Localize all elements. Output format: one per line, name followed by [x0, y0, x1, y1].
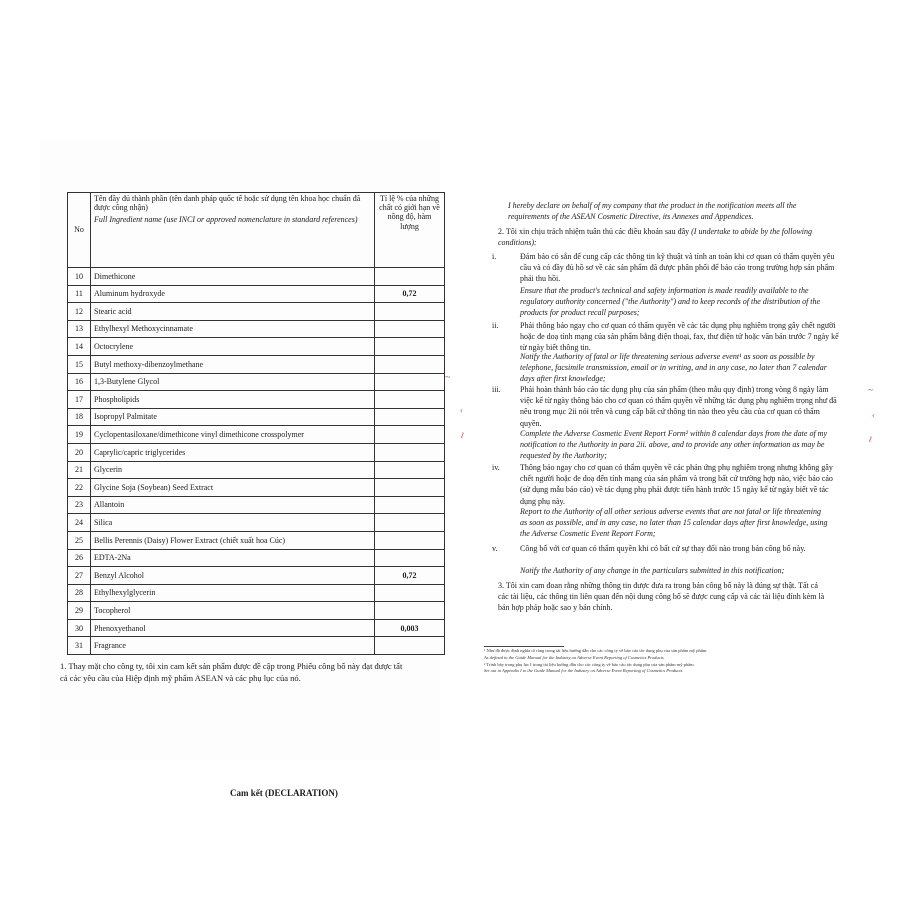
item-ii-number: ii. [492, 321, 499, 330]
row-number: 26 [68, 549, 91, 567]
ingredient-percentage [375, 461, 445, 479]
table-row [68, 584, 445, 602]
table-row [68, 479, 445, 497]
row-number: 25 [68, 531, 91, 549]
item-iii-vi [492, 384, 842, 429]
ingredient-name: Phospholipids [91, 391, 375, 409]
row-number: 11 [68, 285, 91, 303]
ingredient-name: Tocopherol [91, 602, 375, 620]
ingredient-percentage [375, 355, 445, 373]
row-number: 12 [68, 303, 91, 321]
table-row [68, 338, 445, 356]
item-iv-en: Report to the Authority of all other serious adverse events that are not fatal or life threatening as soon as possible, and in any case, no later than 15 calendar days after first knowledge, using the Adverse Cosmetic Event Report Form; [520, 507, 828, 539]
declaration-intro-en: I hereby declare on behalf of my company that the product in the notification meets all the requirements of the ASEAN Cosmetic Directive, its Annexes and Appendices. [508, 201, 797, 222]
declaration-item-1: 1. Thay mặt cho công ty, tôi xin cam kết sản phẩm được đề cập trong Phiếu công bố này đạt được tất cả các yêu cầu của Hiệp định mỹ phẩm ASEAN và các phụ lục của nó. [60, 661, 403, 683]
item-iv-vi-text: Thông báo ngay cho cơ quan có thẩm quyền về các phản ứng phụ nghiêm trọng nhưng không gây chết người hoặc đe doạ đến tính mạng của sản phẩm và trong bất cứ trường hợp nào, việc báo cáo (sử dụng mẫu báo cáo) về tác dụng phụ phải được tiến hành trước 15 ngày kể từ ngày biết về tác dụng phụ này. [520, 463, 833, 506]
ingredient-percentage [375, 426, 445, 444]
item-i-vi-text: Đảm bảo có sẵn để cung cấp các thông tin kỹ thuật và tính an toàn khi cơ quan có thẩm quyền yêu cầu và có đầy đủ hồ sơ về các sản phẩm đã được phân phối để báo cáo trong trường hợp sản phẩm phải thu hồi. [520, 252, 835, 284]
item-2 [498, 226, 828, 248]
row-number: 10 [68, 268, 91, 286]
ingredient-percentage [375, 602, 445, 620]
ingredient-name: Glycerin [91, 461, 375, 479]
footnote-rule [484, 646, 564, 647]
ingredient-percentage [375, 320, 445, 338]
ingredient-name: Bellis Perennis (Daisy) Flower Extract (chiết xuất hoa Cúc) [91, 531, 375, 549]
ingredient-percentage [375, 496, 445, 514]
ingredient-percentage [375, 391, 445, 409]
table-row [68, 567, 445, 585]
item-ii-en: Notify the Authority of fatal or life threatening serious adverse event¹ as soon as possible by telephone, facsimile transmission, email or in writing, and in any case, no later than 7 calendar days after first knowledge; [520, 352, 827, 384]
header-no: No [68, 193, 91, 268]
ingredient-name: Silica [91, 514, 375, 532]
row-number: 24 [68, 514, 91, 532]
margin-mark: ~ [445, 372, 450, 382]
table-row [68, 391, 445, 409]
row-number: 23 [68, 496, 91, 514]
ingredient-name: Phenoxyethanol [91, 619, 375, 637]
table-header-row [68, 193, 445, 268]
row-number: 14 [68, 338, 91, 356]
row-number: 20 [68, 443, 91, 461]
table-row [68, 602, 445, 620]
item-v-en: Notify the Authority of any change in the particulars submitted in this notification; [520, 566, 785, 575]
ingredient-name: Isopropyl Palmitate [91, 408, 375, 426]
ingredient-name: Dimethicone [91, 268, 375, 286]
ingredient-name: Ethylhexyl Methoxycinnamate [91, 320, 375, 338]
table-row [68, 373, 445, 391]
item-iii-en: Complete the Adverse Cosmetic Event Report Form² within 8 calendar days from the date of my notification to the Authority in para 2ii. above, and to provide any other information as may be requested by the Authority; [520, 429, 828, 461]
table-row [68, 426, 445, 444]
footnote-line: As defined in the Guide Manual for the Industry on Adverse Event Reporting of Cosmetics Products [484, 654, 664, 660]
ingredient-percentage [375, 373, 445, 391]
item-2-en: (I undertake to abide by the following conditions): [498, 227, 813, 248]
row-number: 18 [68, 408, 91, 426]
item-iii-number: iii. [492, 385, 501, 394]
table-body [68, 268, 445, 655]
footnote-line: ¹ Như đã được định nghĩa rõ ràng trong tài liệu hướng dẫn cho các công ty về báo cáo tác dụng phụ của sản phẩm mỹ phẩm. [484, 648, 708, 653]
footnote-line: ² Trình bày trong phụ lục I trong tài liệu hướng dẫn cho các công ty về báo cáo tác dụng phụ của sản phẩm mỹ phẩm. [484, 661, 695, 667]
row-number: 30 [68, 619, 91, 637]
item-ii-vi-text: Phải thông báo ngay cho cơ quan có thẩm quyền về các tác dụng phụ nghiêm trọng gây chết người hoặc đe doạ tính mạng của sản phẩm bằng điện thoại, fax, thư điện tử hoặc văn bản trước 7 ngày kể từ ngày biết thông tin. [520, 321, 839, 353]
footnotes [484, 648, 784, 675]
table-row [68, 514, 445, 532]
ingredient-percentage [375, 531, 445, 549]
item-iv-vi [492, 462, 842, 507]
row-number: 21 [68, 461, 91, 479]
ingredient-name: 1,3-Butylene Glycol [91, 373, 375, 391]
margin-mark: ~ [868, 385, 873, 395]
ingredient-percentage [375, 268, 445, 286]
table-row [68, 496, 445, 514]
ingredient-percentage [375, 338, 445, 356]
ingredient-name: Butyl methoxy-dibenzoylmethane [91, 355, 375, 373]
ingredient-percentage [375, 514, 445, 532]
table-row [68, 268, 445, 286]
ingredient-percentage [375, 479, 445, 497]
ingredient-percentage [375, 303, 445, 321]
item-2-vi: 2. Tôi xin chịu trách nhiệm tuân thủ các điều khoản sau đây [498, 227, 690, 236]
table-row [68, 531, 445, 549]
table-row [68, 619, 445, 637]
ingredient-name: Fragrance [91, 637, 375, 655]
header-name-en: Full Ingredient name (use INCI or approved nomenclature in standard references) [94, 215, 358, 225]
ingredient-percentage [375, 584, 445, 602]
ingredient-name: EDTA-2Na [91, 549, 375, 567]
ingredient-name: Benzyl Alcohol [91, 567, 375, 585]
item-v-vi-text: Công bố với cơ quan có thẩm quyền khi có bất cứ sự thay đổi nào trong bản công bố này. [520, 544, 806, 553]
ingredient-name: Stearic acid [91, 303, 375, 321]
header-name-vi: Tên đầy đủ thành phần (tên danh pháp quốc tế hoặc sử dụng tên khoa học chuẩn đã được công nhận) [94, 194, 361, 213]
declaration-heading: Cam kết (DECLARATION) [230, 788, 338, 798]
ingredient-percentage [375, 549, 445, 567]
row-number: 29 [68, 602, 91, 620]
item-v-vi [492, 543, 842, 554]
ingredient-name: Aluminum hydroxyde [91, 285, 375, 303]
ingredient-name: Glycine Soja (Soybean) Seed Extract [91, 479, 375, 497]
item-3: 3. Tôi xin cam đoan rằng những thông tin được đưa ra trong bản công bố này là đúng sự thật. Tất cả các tài liệu, các thông tin liên quan đến nội dung công bố sẽ được cung cấp và các tài liệu đính kèm là bản hợp pháp hoặc sao y bản chính. [498, 581, 825, 613]
table-row [68, 303, 445, 321]
table-row [68, 443, 445, 461]
table-row [68, 320, 445, 338]
ingredient-name: Allantoin [91, 496, 375, 514]
margin-mark: ≀ [460, 430, 464, 440]
ingredient-name: Ethylhexylglycerin [91, 584, 375, 602]
ingredient-percentage: 0,003 [375, 619, 445, 637]
row-number: 16 [68, 373, 91, 391]
item-iv-number: iv. [492, 463, 500, 472]
margin-mark: ‹ [460, 405, 463, 415]
item-i-vi [492, 251, 842, 285]
row-number: 15 [68, 355, 91, 373]
table-row [68, 461, 445, 479]
margin-mark: ≀ [868, 434, 872, 444]
header-ingredient-name [91, 193, 375, 268]
table-row [68, 285, 445, 303]
ingredient-percentage: 0,72 [375, 285, 445, 303]
item-ii-vi [492, 320, 842, 354]
table-row [68, 549, 445, 567]
row-number: 17 [68, 391, 91, 409]
ingredient-percentage: 0,72 [375, 567, 445, 585]
ingredient-name: Cyclopentasiloxane/dimethicone vinyl dimethicone crosspolymer [91, 426, 375, 444]
footnote-line: Set out in Appendix I to the Guide Manual for the Industry on Adverse Event Reporting of Cosmetics Products [484, 668, 683, 674]
item-v-number: v. [492, 544, 498, 553]
item-iii-vi-text: Phải hoàn thành báo cáo tác dụng phụ của sản phẩm (theo mẫu quy định) trong vòng 8 ngày làm việc kể từ ngày thông báo cho cơ quan có thẩm quyền về những tác dụng phụ nghiêm trọng như đã nêu trong mục 2ii nói trên và cung cấp bất cứ thông tin nào theo yêu cầu của cơ quan có thẩm quyền. [520, 385, 837, 428]
row-number: 27 [68, 567, 91, 585]
row-number: 22 [68, 479, 91, 497]
table-row [68, 637, 445, 655]
item-i-number: i. [492, 252, 497, 261]
table-row [68, 355, 445, 373]
table-row [68, 408, 445, 426]
item-i-en: Ensure that the product's technical and safety information is made readily available to the regulatory authority concerned ("the Authority") and to keep records of the distribution of the products for product recall purposes; [520, 286, 821, 318]
ingredient-percentage [375, 637, 445, 655]
ingredient-name: Octocrylene [91, 338, 375, 356]
ingredient-name: Caprylic/capric triglycerides [91, 443, 375, 461]
ingredient-percentage [375, 408, 445, 426]
row-number: 31 [68, 637, 91, 655]
ingredient-percentage [375, 443, 445, 461]
row-number: 28 [68, 584, 91, 602]
row-number: 13 [68, 320, 91, 338]
header-percentage: Tỉ lệ % của những chất có giới hạn về nồng độ, hàm lượng [375, 193, 445, 268]
margin-mark: ‹ [872, 410, 875, 420]
row-number: 19 [68, 426, 91, 444]
ingredients-table [67, 192, 445, 655]
